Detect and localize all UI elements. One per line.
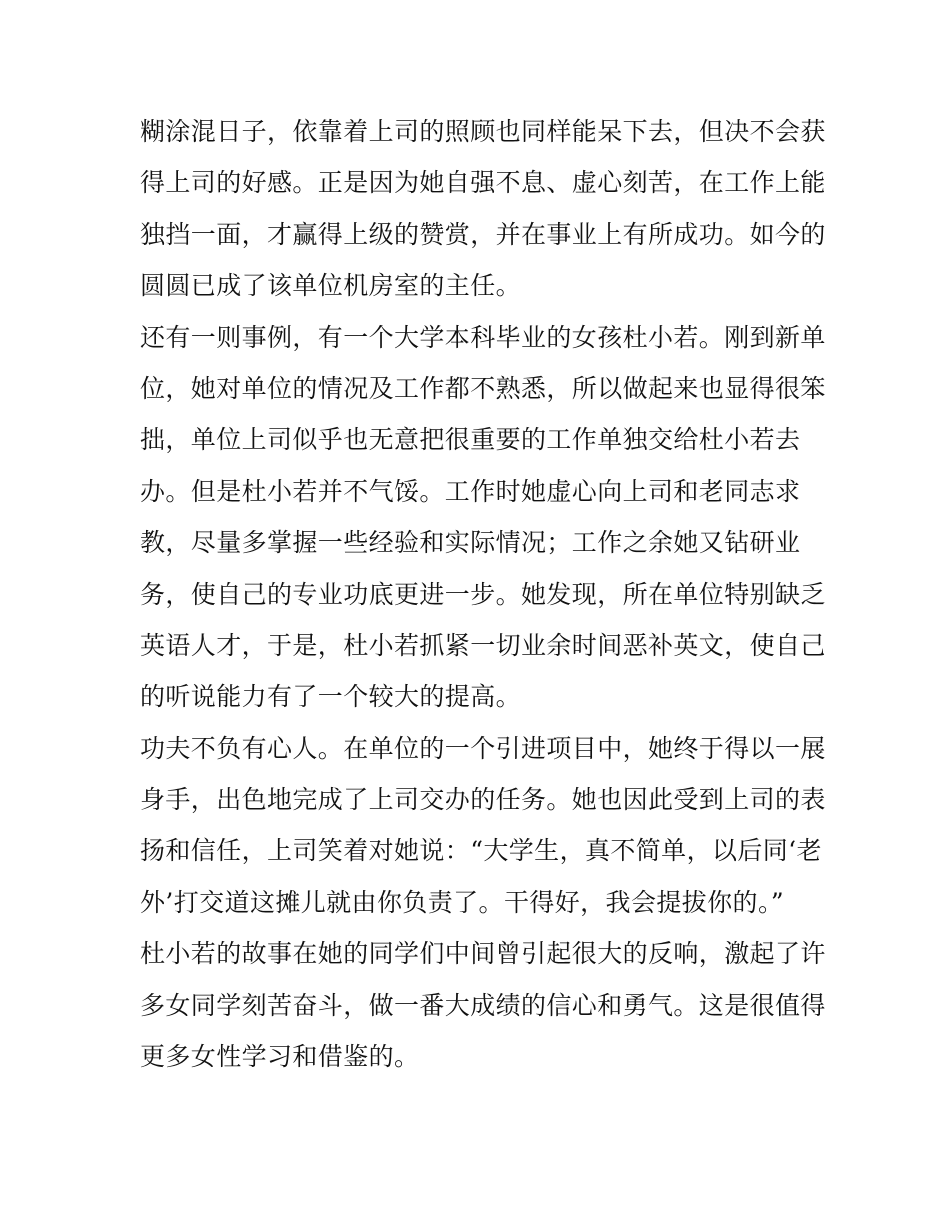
text-line: 得上司的好感。正是因为她自强不息、虚心刻苦，在工作上能 bbox=[140, 168, 826, 198]
document-body bbox=[140, 106, 826, 1082]
text-line: 独挡一面，才赢得上级的赞赏，并在事业上有所成功。如今的 bbox=[140, 219, 826, 249]
text-line: 的听说能力有了一个较大的提高。 bbox=[140, 682, 522, 712]
text-line: 圆圆已成了该单位机房室的主任。 bbox=[140, 271, 522, 301]
text-line: 教，尽量多掌握一些经验和实际情况；工作之余她又钻研业 bbox=[140, 528, 801, 558]
text-line: 扬和信任，上司笑着对她说：“大学生，真不简单，以后同‘老 bbox=[140, 836, 822, 866]
text-line: 杜小若的故事在她的同学们中间曾引起很大的反响，激起了许 bbox=[140, 939, 826, 969]
text-line: 务，使自己的专业功底更进一步。她发现，所在单位特别缺乏 bbox=[140, 579, 826, 609]
text-line: 身手，出色地完成了上司交办的任务。她也因此受到上司的表 bbox=[140, 785, 826, 815]
text-line: 功夫不负有心人。在单位的一个引进项目中，她终于得以一展 bbox=[140, 733, 826, 763]
text-line: 糊涂混日子，依靠着上司的照顾也同样能呆下去，但决不会获 bbox=[140, 117, 826, 146]
text-line: 拙，单位上司似乎也无意把很重要的工作单独交给杜小若去 bbox=[140, 425, 801, 455]
text-line: 还有一则事例，有一个大学本科毕业的女孩杜小若。刚到新单 bbox=[140, 322, 826, 352]
text-line: 外’打交道这摊儿就由你负责了。干得好，我会提拔你的。” bbox=[140, 887, 785, 917]
text-line: 位，她对单位的情况及工作都不熟悉，所以做起来也显得很笨 bbox=[140, 373, 826, 403]
text-line: 多女同学刻苦奋斗，做一番大成绩的信心和勇气。这是很值得 bbox=[140, 990, 826, 1020]
text-line: 更多女性学习和借鉴的。 bbox=[140, 1042, 420, 1072]
text-line: 办。但是杜小若并不气馁。工作时她虚心向上司和老同志求 bbox=[140, 476, 801, 506]
text-line: 英语人才，于是，杜小若抓紧一切业余时间恶补英文，使自己 bbox=[140, 630, 826, 660]
